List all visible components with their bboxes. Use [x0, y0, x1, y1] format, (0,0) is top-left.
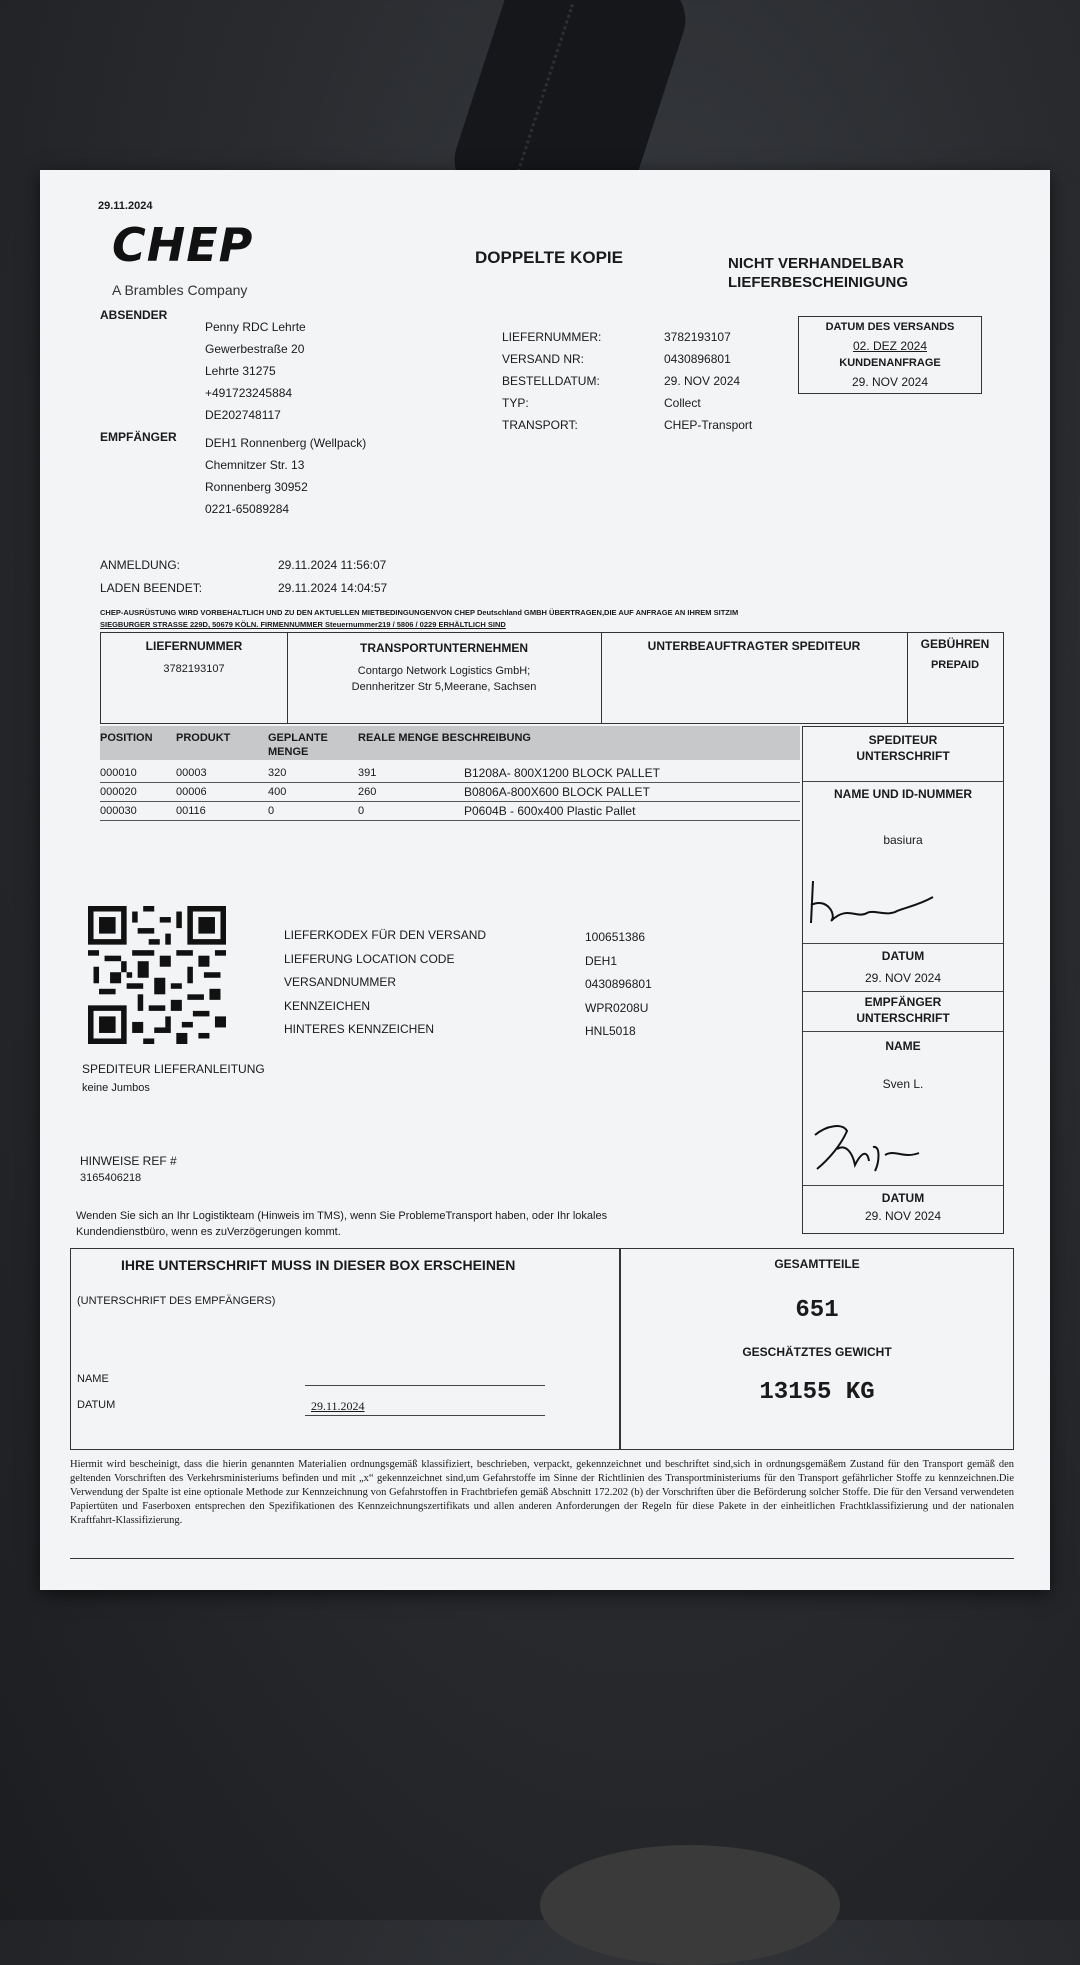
- shipment-value: 0430896801: [664, 352, 731, 366]
- ref-label: HINWEISE REF #: [80, 1154, 177, 1168]
- cell-position: 000010: [100, 767, 137, 779]
- cell-actual: 391: [358, 767, 377, 779]
- date-value: 29. NOV 2024: [864, 971, 942, 985]
- parts-label: GESAMTTEILE: [774, 1257, 860, 1271]
- carrier-col2-line2: Dennheritzer Str 5,Meerane, Sachsen: [351, 681, 537, 693]
- bottom-rule: [70, 1558, 1014, 1559]
- recipient-line: Ronnenberg 30952: [205, 480, 308, 494]
- carrier-sig-label-1: SPEDITEUR: [868, 733, 938, 747]
- table-row: [100, 783, 800, 802]
- print-date: 29.11.2024: [98, 200, 153, 212]
- doc-title-1: NICHT VERHANDELBAR: [728, 255, 904, 272]
- carrier-col4-value: PREPAID: [930, 659, 980, 671]
- shipment-label: BESTELLDATUM:: [502, 374, 600, 388]
- name-line: [305, 1385, 545, 1386]
- carrier-col1-label: LIEFERNUMMER: [145, 639, 243, 653]
- signature-panel: [802, 726, 1004, 1234]
- time-label: LADEN BEENDET:: [100, 581, 203, 595]
- recipient-line: 0221-65089284: [205, 502, 290, 516]
- code-value: 0430896801: [585, 977, 652, 991]
- carrier-col3-label: UNTERBEAUFTRAGTER SPEDITEUR: [647, 639, 861, 653]
- parts-value: 651: [795, 1297, 839, 1324]
- carrier-col4-label: GEBÜHREN: [920, 637, 990, 651]
- disclaimer-text: Hiermit wird bescheinigt, dass die hierin genannten Materialien ordnungsgemäß klassifiziert, beschrieben, verpackt, gekennzeichnet und beschriftet sind,sich in ordnungsgemäßem Zustand für den Transport gemäß den geltenden Vorschriften des Verkehrsministeriums befinden und mit „x“ gekennzeichnet sind,um Gefahrstoffe im Sinne der Richtlinien des Transportministeriums für den Transport gefährlicher Stoffe zu kennzeichnen.Die Verwendung der Spalte ist eine optionale Methode zur Kennzeichnung von Gefahrstoffen in Frachtbriefen gemäß Abschnitt 172.202 (b) der Vorschriften über die Beförderung solcher Stoffe. Die für den Versand verwendeten Papiertüten und Faserboxen entsprechen den Spezifikationen des Kennzeichnungszertifikats und allen anderen Anforderungen der Regeln für diese Pakete in der einheitlichen Frachtklassifizierung und der nationalen Kraftfahrt-Klassifizierung.: [70, 1459, 1014, 1526]
- cell-desc: B1208A- 800X1200 BLOCK PALLET: [464, 766, 660, 780]
- divider: [803, 781, 1003, 782]
- carrier-col2-label: TRANSPORTUNTERNEHMEN: [360, 641, 528, 655]
- recipient-label: EMPFÄNGER: [100, 430, 177, 444]
- weight-label: GESCHÄTZTES GEWICHT: [742, 1345, 892, 1359]
- logo-subtitle: A Brambles Company: [112, 282, 248, 298]
- cell-product: 00116: [176, 805, 206, 817]
- dates-box: [798, 316, 982, 394]
- signature-box: [70, 1248, 620, 1450]
- carrier-sig-label-2: UNTERSCHRIFT: [856, 749, 950, 763]
- code-label: HINTERES KENNZEICHEN: [284, 1022, 435, 1036]
- instructions-value: keine Jumbos: [82, 1082, 150, 1094]
- sign-date-value: 29.11.2024: [311, 1399, 365, 1413]
- cell-actual: 0: [358, 805, 365, 817]
- time-values: [278, 554, 387, 600]
- cell-planned: 0: [268, 805, 275, 817]
- recipient-line: DEH1 Ronnenberg (Wellpack): [205, 436, 367, 450]
- time-label: ANMELDUNG:: [100, 558, 181, 572]
- date2-value: 29. NOV 2024: [864, 1209, 942, 1223]
- chep-logo: CHEP: [112, 218, 254, 272]
- contact-note-1: Wenden Sie sich an Ihr Logistikteam (Hinweis im TMS), wenn Sie ProblemeTransport haben, oder Ihr lokales: [76, 1210, 608, 1222]
- sender-line: DE202748117: [205, 408, 281, 422]
- shipment-value: 29. NOV 2024: [664, 374, 741, 388]
- time-value: 29.11.2024 11:56:07: [278, 558, 387, 572]
- time-value: 29.11.2024 14:04:57: [278, 581, 388, 595]
- sign-box-title: IHRE UNTERSCHRIFT MUSS IN DIESER BOX ERSCHEINEN: [121, 1257, 516, 1273]
- recipient-line: Chemnitzer Str. 13: [205, 458, 305, 472]
- name-id-label: NAME UND ID-NUMMER: [834, 787, 972, 801]
- code-label: KENNZEICHEN: [284, 998, 371, 1013]
- col-actual-desc: REALE MENGE BESCHREIBUNG: [358, 732, 531, 744]
- divider: [803, 991, 1003, 992]
- carrier-name: basiura: [883, 833, 923, 847]
- table-row: [100, 802, 800, 821]
- recipient-signature: [807, 1115, 937, 1179]
- table-row: [100, 764, 800, 783]
- cell-desc: B0806A-800X600 BLOCK PALLET: [464, 785, 650, 799]
- code-label: VERSANDNUMMER: [284, 975, 397, 989]
- col-position: POSITION: [100, 732, 153, 744]
- code-value: 100651386: [585, 930, 646, 944]
- divider: [803, 1185, 1003, 1186]
- code-label: LIEFERUNG LOCATION CODE: [284, 951, 455, 966]
- sender-address: [205, 316, 306, 426]
- cell-actual: 260: [358, 786, 377, 798]
- cell-planned: 400: [268, 786, 287, 798]
- shipment-value: 3782193107: [664, 330, 731, 344]
- col-product: PRODUKT: [176, 732, 231, 744]
- carrier-col2-line1: Contargo Network Logistics GmbH;: [357, 665, 531, 677]
- copy-title: DOPPELTE KOPIE: [475, 248, 623, 267]
- divider: [803, 1031, 1003, 1032]
- divider: [803, 943, 1003, 944]
- sign-box-sub: (UNTERSCHRIFT DES EMPFÄNGERS): [77, 1295, 276, 1307]
- shipment-label: LIEFERNUMMER:: [502, 330, 602, 344]
- ship-date-value: 02. DEZ 2024: [852, 339, 928, 353]
- col-planned: GEPLANTE: [268, 732, 328, 744]
- recipient-address: [205, 432, 366, 520]
- col-planned-2: MENGE: [268, 746, 309, 758]
- contact-note-2: Kundendienstbüro, wenn es zuVerzögerungen kommt.: [76, 1226, 341, 1238]
- shipment-label: VERSAND NR:: [502, 352, 585, 366]
- code-value: DEH1: [585, 953, 618, 968]
- cell-desc: P0604B - 600x400 Plastic Pallet: [464, 804, 636, 818]
- cell-product: 00003: [176, 767, 207, 779]
- sender-line: Gewerbestraße 20: [205, 342, 305, 356]
- cell-planned: 320: [268, 767, 287, 779]
- ship-date-label: DATUM DES VERSANDS: [825, 321, 955, 333]
- items-table: [100, 764, 800, 821]
- sender-line: Penny RDC Lehrte: [205, 320, 306, 334]
- sign-name-label: NAME: [77, 1373, 109, 1385]
- request-label: KUNDENANFRAGE: [839, 357, 941, 369]
- sign-date-label: DATUM: [77, 1399, 116, 1411]
- shipment-label: TRANSPORT:: [502, 418, 578, 432]
- recv-sig-label-2: UNTERSCHRIFT: [856, 1011, 950, 1025]
- carrier-signature: [807, 875, 937, 931]
- sender-label: ABSENDER: [100, 308, 168, 322]
- sender-line: Lehrte 31275: [205, 364, 276, 378]
- recv-name: Sven L.: [882, 1077, 924, 1091]
- doc-title-2: LIEFERBESCHEINIGUNG: [728, 274, 909, 291]
- shipment-value: Collect: [664, 396, 701, 410]
- code-value: WPR0208U: [585, 1000, 649, 1015]
- code-values: [585, 926, 652, 1044]
- date-label: DATUM: [881, 949, 925, 963]
- ref-value: 3165406218: [80, 1172, 142, 1184]
- delivery-note-paper: [40, 170, 1050, 1590]
- carrier-table: [100, 632, 1004, 724]
- instructions-label: SPEDITEUR LIEFERANLEITUNG: [82, 1062, 265, 1076]
- totals-box: [620, 1248, 1014, 1450]
- terms-line-1: CHEP-AUSRÜSTUNG WIRD VORBEHALTLICH UND ZU DEN AKTUELLEN MIETBEDINGUNGENVON CHEP Deutschland GMBH ÜBERTRAGEN,DIE AUF ANFRAGE AN IHREM SITZIM: [100, 608, 739, 617]
- shipment-values: [664, 326, 752, 436]
- recv-sig-label-1: EMPFÄNGER: [864, 995, 942, 1009]
- finger-edge: [540, 1845, 840, 1965]
- sender-line: +491723245884: [205, 386, 293, 400]
- time-labels: [100, 554, 202, 600]
- code-labels: [284, 924, 486, 1042]
- shipment-labels: [502, 326, 601, 436]
- qr-code: [88, 906, 226, 1044]
- date2-label: DATUM: [881, 1191, 925, 1205]
- cell-position: 000020: [100, 786, 137, 798]
- recv-name-label: NAME: [885, 1039, 921, 1053]
- cell-position: 000030: [100, 805, 137, 817]
- date-line: [305, 1415, 545, 1416]
- terms-line-2: SIEGBURGER STRASSE 229D, 50679 KÖLN. FIRMENNUMMER Steuernummer219 / 5806 / 0229 ERHÄLTLICH SIND: [100, 620, 506, 629]
- weight-value: 13155 KG: [759, 1379, 875, 1406]
- request-value: 29. NOV 2024: [851, 375, 929, 389]
- shipment-value: CHEP-Transport: [664, 418, 753, 432]
- shipment-label: TYP:: [502, 396, 529, 410]
- code-label: LIEFERKODEX FÜR DEN VERSAND: [284, 928, 487, 942]
- carrier-col1-value: 3782193107: [163, 663, 225, 675]
- code-value: HNL5018: [585, 1024, 636, 1038]
- cell-product: 00006: [176, 786, 207, 798]
